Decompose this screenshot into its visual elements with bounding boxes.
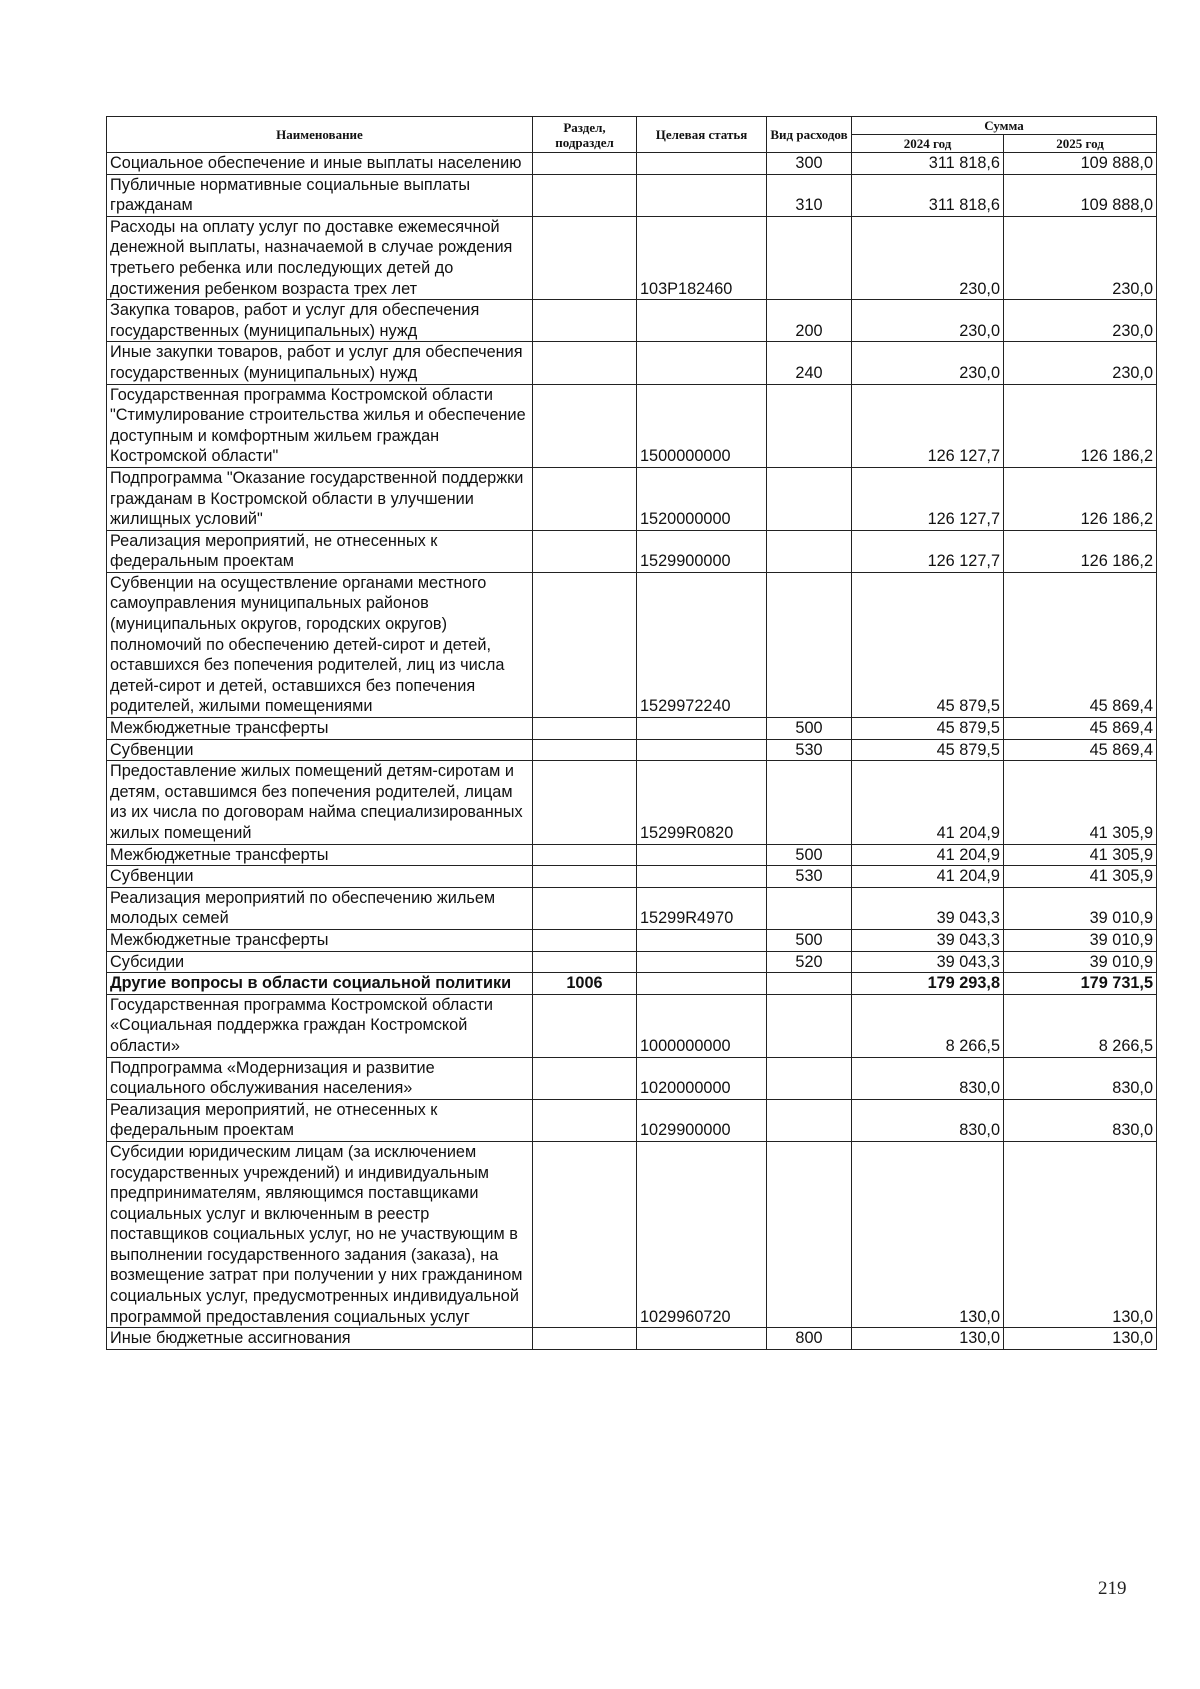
cell-name: Иные закупки товаров, работ и услуг для обеспечения государственных (муниципальных) нужд	[107, 342, 533, 384]
cell-kind	[767, 216, 852, 299]
cell-2024: 41 204,9	[852, 866, 1004, 888]
cell-section	[533, 718, 637, 740]
cell-name: Субсидии юридическим лицам (за исключением государственных учреждений) и индивидуальным предпринимателям, являющимся поставщиками социальных услуг и включенным в реестр поставщиков социальных услуг, но не участвующим в выполнении государственного задания (заказа), на возмещение затрат при получении у них гражданином социальных услуг, предусмотренных индивидуальной программой предоставления социальных услуг	[107, 1141, 533, 1327]
table-row	[107, 1057, 1157, 1099]
table-row	[107, 739, 1157, 761]
cell-section	[533, 887, 637, 929]
cell-section	[533, 761, 637, 844]
table-row	[107, 844, 1157, 866]
cell-2025: 45 869,4	[1004, 718, 1157, 740]
cell-2024: 311 818,6	[852, 174, 1004, 216]
cell-2024: 179 293,8	[852, 973, 1004, 995]
cell-2025: 126 186,2	[1004, 467, 1157, 530]
table-row	[107, 572, 1157, 717]
cell-2024: 45 879,5	[852, 718, 1004, 740]
cell-2024: 230,0	[852, 300, 1004, 342]
cell-2024: 126 127,7	[852, 530, 1004, 572]
cell-2025: 830,0	[1004, 1099, 1157, 1141]
header-kind: Вид расходов	[767, 117, 852, 153]
cell-name: Публичные нормативные социальные выплаты гражданам	[107, 174, 533, 216]
cell-kind: 240	[767, 342, 852, 384]
cell-kind: 300	[767, 153, 852, 175]
cell-article	[637, 174, 767, 216]
cell-kind	[767, 467, 852, 530]
cell-section	[533, 1328, 637, 1350]
cell-name: Расходы на оплату услуг по доставке ежемесячной денежной выплаты, назначаемой в случае рождения третьего ребенка или последующих детей до достижения ребенком возраста трех лет	[107, 216, 533, 299]
cell-name: Иные бюджетные ассигнования	[107, 1328, 533, 1350]
cell-2025: 45 869,4	[1004, 739, 1157, 761]
cell-2024: 126 127,7	[852, 384, 1004, 467]
table-row	[107, 887, 1157, 929]
cell-article	[637, 844, 767, 866]
cell-2025: 109 888,0	[1004, 174, 1157, 216]
cell-name: Субвенции на осуществление органами местного самоуправления муниципальных районов (муниципальных округов, городских округов) полномочий по обеспечению детей-сирот и детей, оставшихся без попечения родителей, лиц из числа детей-сирот и детей, оставшихся без попечения родителей, жилыми помещениями	[107, 572, 533, 717]
table-row	[107, 174, 1157, 216]
table-row	[107, 1141, 1157, 1327]
cell-2024: 45 879,5	[852, 572, 1004, 717]
table-row	[107, 1328, 1157, 1350]
cell-section	[533, 342, 637, 384]
cell-section	[533, 1141, 637, 1327]
cell-article: 1020000000	[637, 1057, 767, 1099]
cell-kind: 500	[767, 718, 852, 740]
cell-section	[533, 1099, 637, 1141]
table-row	[107, 467, 1157, 530]
cell-kind	[767, 994, 852, 1057]
cell-article: 1529900000	[637, 530, 767, 572]
header-name: Наименование	[107, 117, 533, 153]
table-row	[107, 153, 1157, 175]
table-row	[107, 1099, 1157, 1141]
cell-kind: 530	[767, 866, 852, 888]
cell-2024: 830,0	[852, 1057, 1004, 1099]
header-2024: 2024 год	[852, 135, 1004, 153]
cell-section	[533, 216, 637, 299]
header-2025: 2025 год	[1004, 135, 1157, 153]
cell-kind: 500	[767, 844, 852, 866]
cell-kind	[767, 572, 852, 717]
cell-name: Субвенции	[107, 739, 533, 761]
cell-2025: 41 305,9	[1004, 866, 1157, 888]
cell-2024: 311 818,6	[852, 153, 1004, 175]
cell-2024: 39 043,3	[852, 929, 1004, 951]
cell-article: 1000000000	[637, 994, 767, 1057]
table-body	[107, 153, 1157, 1350]
table-row	[107, 929, 1157, 951]
cell-2025: 39 010,9	[1004, 929, 1157, 951]
cell-kind: 200	[767, 300, 852, 342]
cell-name: Субвенции	[107, 866, 533, 888]
cell-article	[637, 739, 767, 761]
cell-section	[533, 384, 637, 467]
table-row	[107, 342, 1157, 384]
cell-section	[533, 929, 637, 951]
cell-name: Государственная программа Костромской области «Социальная поддержка граждан Костромской области»	[107, 994, 533, 1057]
cell-2025: 39 010,9	[1004, 887, 1157, 929]
cell-kind	[767, 530, 852, 572]
cell-name: Субсидии	[107, 951, 533, 973]
cell-2025: 126 186,2	[1004, 384, 1157, 467]
cell-2025: 109 888,0	[1004, 153, 1157, 175]
cell-2025: 41 305,9	[1004, 844, 1157, 866]
cell-article: 1029960720	[637, 1141, 767, 1327]
cell-article	[637, 951, 767, 973]
table-row	[107, 951, 1157, 973]
cell-kind	[767, 887, 852, 929]
cell-name: Межбюджетные трансферты	[107, 718, 533, 740]
cell-name: Закупка товаров, работ и услуг для обеспечения государственных (муниципальных) нужд	[107, 300, 533, 342]
cell-kind	[767, 384, 852, 467]
cell-kind	[767, 1099, 852, 1141]
cell-name: Реализация мероприятий, не отнесенных к федеральным проектам	[107, 530, 533, 572]
cell-name: Предоставление жилых помещений детям-сиротам и детям, оставшимся без попечения родителей, лицам из их числа по договорам найма специализированных жилых помещений	[107, 761, 533, 844]
cell-article: 15299R4970	[637, 887, 767, 929]
cell-kind	[767, 973, 852, 995]
cell-2025: 230,0	[1004, 216, 1157, 299]
cell-article	[637, 300, 767, 342]
table-row	[107, 973, 1157, 995]
cell-article	[637, 866, 767, 888]
cell-2024: 45 879,5	[852, 739, 1004, 761]
cell-2024: 39 043,3	[852, 887, 1004, 929]
cell-section	[533, 530, 637, 572]
cell-article	[637, 929, 767, 951]
cell-2024: 230,0	[852, 216, 1004, 299]
cell-section: 1006	[533, 973, 637, 995]
table-row	[107, 761, 1157, 844]
header-sum: Сумма	[852, 117, 1157, 135]
cell-2024: 8 266,5	[852, 994, 1004, 1057]
cell-section	[533, 153, 637, 175]
cell-article	[637, 718, 767, 740]
cell-section	[533, 1057, 637, 1099]
cell-2024: 130,0	[852, 1328, 1004, 1350]
cell-2025: 230,0	[1004, 342, 1157, 384]
cell-article	[637, 973, 767, 995]
cell-section	[533, 866, 637, 888]
header-article: Целевая статья	[637, 117, 767, 153]
cell-article: 1500000000	[637, 384, 767, 467]
cell-kind: 800	[767, 1328, 852, 1350]
table-row	[107, 718, 1157, 740]
cell-section	[533, 300, 637, 342]
cell-2024: 41 204,9	[852, 844, 1004, 866]
cell-article	[637, 1328, 767, 1350]
cell-name: Социальное обеспечение и иные выплаты населению	[107, 153, 533, 175]
cell-article: 1520000000	[637, 467, 767, 530]
cell-article	[637, 153, 767, 175]
cell-name: Реализация мероприятий по обеспечению жильем молодых семей	[107, 887, 533, 929]
cell-2025: 8 266,5	[1004, 994, 1157, 1057]
table-row	[107, 866, 1157, 888]
cell-2025: 126 186,2	[1004, 530, 1157, 572]
cell-article: 15299R0820	[637, 761, 767, 844]
cell-2025: 41 305,9	[1004, 761, 1157, 844]
cell-2025: 45 869,4	[1004, 572, 1157, 717]
cell-2024: 126 127,7	[852, 467, 1004, 530]
table-row	[107, 994, 1157, 1057]
cell-section	[533, 467, 637, 530]
cell-kind	[767, 1141, 852, 1327]
cell-section	[533, 844, 637, 866]
table-row	[107, 384, 1157, 467]
cell-2025: 230,0	[1004, 300, 1157, 342]
cell-2024: 41 204,9	[852, 761, 1004, 844]
cell-name: Межбюджетные трансферты	[107, 844, 533, 866]
cell-section	[533, 994, 637, 1057]
page-number: 219	[1098, 1578, 1127, 1599]
cell-section	[533, 951, 637, 973]
cell-kind	[767, 1057, 852, 1099]
cell-2024: 230,0	[852, 342, 1004, 384]
cell-2024: 830,0	[852, 1099, 1004, 1141]
table-row	[107, 216, 1157, 299]
header-section: Раздел, подраздел	[533, 117, 637, 153]
table-row	[107, 530, 1157, 572]
cell-name: Межбюджетные трансферты	[107, 929, 533, 951]
cell-kind: 520	[767, 951, 852, 973]
cell-kind	[767, 761, 852, 844]
cell-2025: 39 010,9	[1004, 951, 1157, 973]
cell-section	[533, 739, 637, 761]
cell-2025: 130,0	[1004, 1141, 1157, 1327]
cell-name: Подпрограмма «Модернизация и развитие социального обслуживания населения»	[107, 1057, 533, 1099]
cell-section	[533, 174, 637, 216]
cell-name: Другие вопросы в области социальной политики	[107, 973, 533, 995]
cell-2024: 130,0	[852, 1141, 1004, 1327]
cell-2025: 830,0	[1004, 1057, 1157, 1099]
cell-name: Государственная программа Костромской области "Стимулирование строительства жилья и обеспечение доступным и комфортным жильем граждан Костромской области"	[107, 384, 533, 467]
cell-article: 103Р182460	[637, 216, 767, 299]
cell-kind: 500	[767, 929, 852, 951]
cell-kind: 530	[767, 739, 852, 761]
cell-name: Подпрограмма "Оказание государственной поддержки гражданам в Костромской области в улучшении жилищных условий"	[107, 467, 533, 530]
cell-article	[637, 342, 767, 384]
cell-name: Реализация мероприятий, не отнесенных к федеральным проектам	[107, 1099, 533, 1141]
budget-table	[106, 116, 1157, 1350]
cell-section	[533, 572, 637, 717]
cell-article: 1029900000	[637, 1099, 767, 1141]
cell-2025: 130,0	[1004, 1328, 1157, 1350]
cell-2024: 39 043,3	[852, 951, 1004, 973]
table-row	[107, 300, 1157, 342]
table-header-row	[107, 117, 1157, 135]
cell-article: 1529972240	[637, 572, 767, 717]
cell-2025: 179 731,5	[1004, 973, 1157, 995]
cell-kind: 310	[767, 174, 852, 216]
